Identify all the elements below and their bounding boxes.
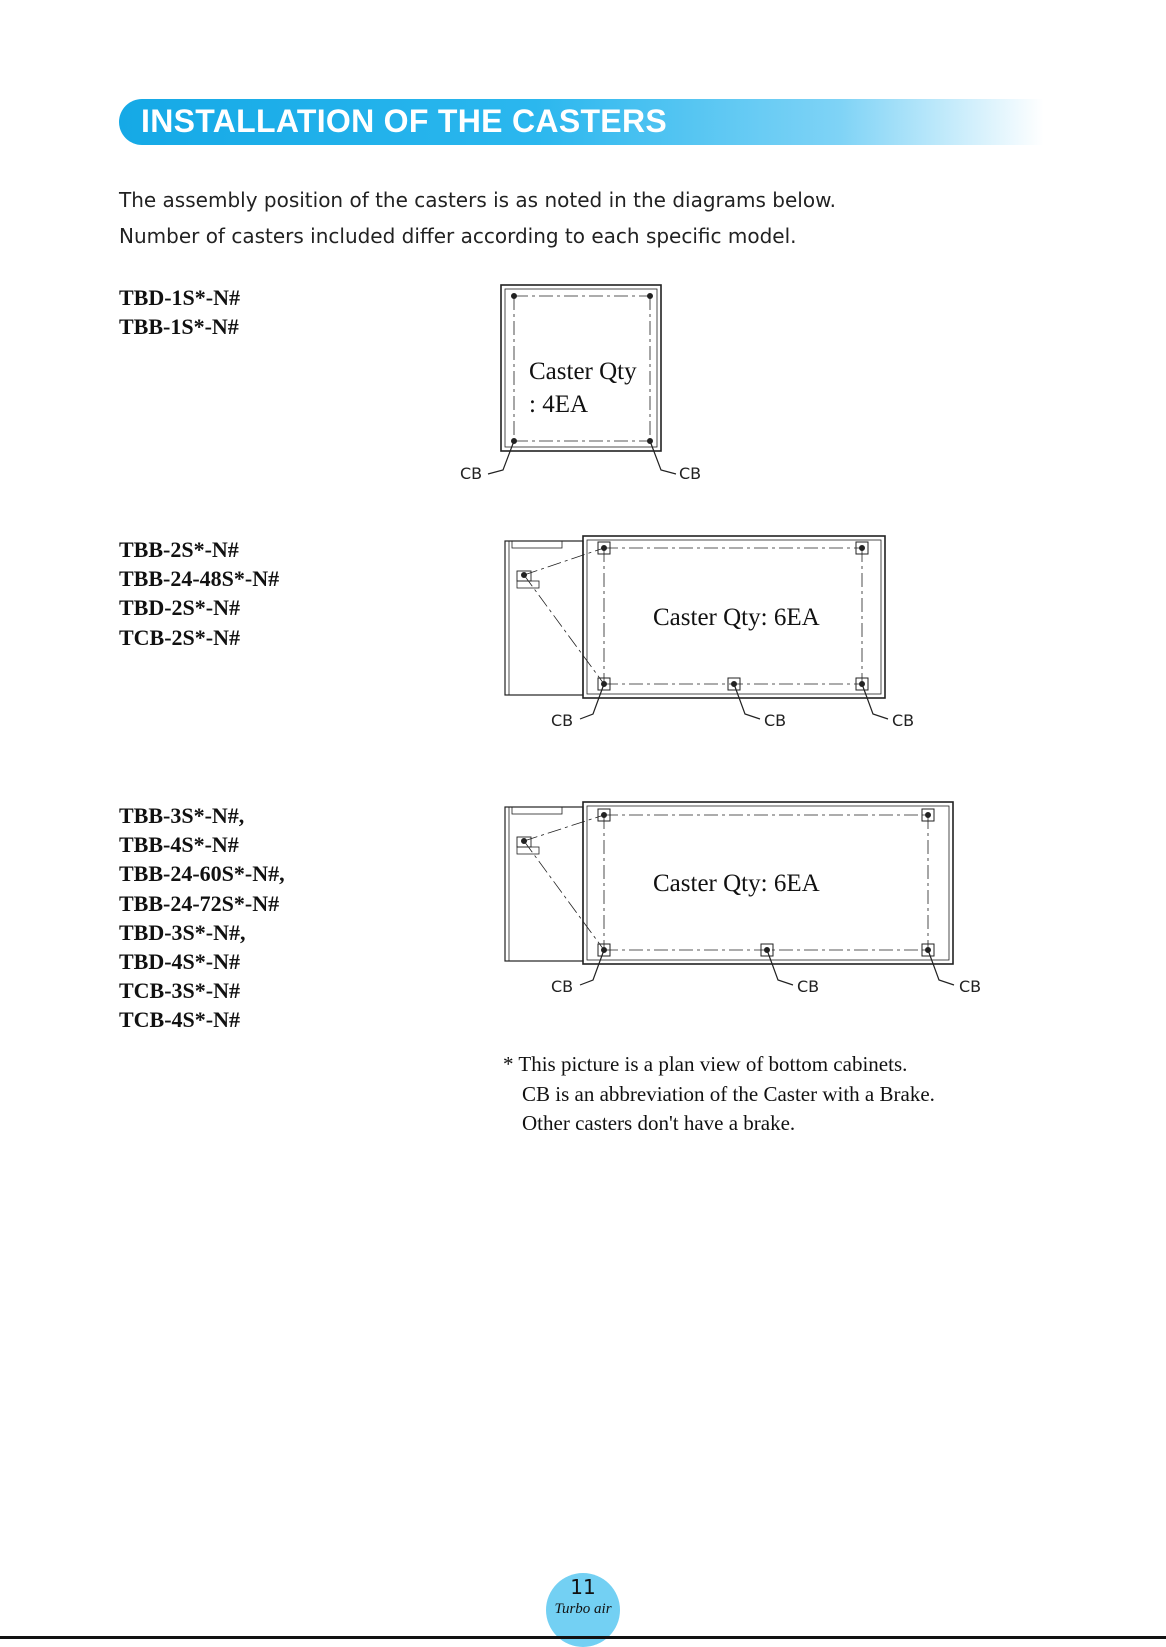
model-name: TCB-2S*-N# <box>119 624 241 650</box>
caster-qty-label: : 4EA <box>529 391 589 418</box>
footnote <box>503 1050 935 1139</box>
footnote-line-3: Other casters don't have a brake. <box>522 1111 796 1135</box>
model-name: TBD-4S*-N# <box>119 949 241 975</box>
model-name: TCB-3S*-N# <box>119 978 241 1004</box>
cb-label: CB <box>551 711 574 730</box>
model-name: TBB-4S*-N# <box>119 832 239 858</box>
caster-qty-label: Caster Qty: 6EA <box>653 604 820 631</box>
model-name: TBD-3S*-N#, <box>119 919 246 945</box>
model-name: TCB-4S*-N# <box>119 1007 241 1033</box>
page-number: 11 <box>570 1575 596 1599</box>
model-name: TBB-24-48S*-N# <box>119 566 280 592</box>
page-title: INSTALLATION OF THE CASTERS <box>141 103 668 139</box>
intro-line-1: The assembly position of the casters is as noted in the diagrams below. <box>119 188 836 212</box>
model-name: TBB-1S*-N# <box>119 314 239 340</box>
model-name: TBB-3S*-N#, <box>119 803 245 828</box>
cb-label: CB <box>460 464 483 483</box>
footnote-line-1: * This picture is a plan view of bottom cabinets. <box>503 1052 908 1076</box>
cb-label: CB <box>764 711 787 730</box>
cb-label: CB <box>551 977 574 996</box>
model-name: TBD-2S*-N# <box>119 595 241 621</box>
brand-logo-text: Turbo air <box>554 1601 612 1617</box>
footnote-line-2: CB is an abbreviation of the Caster with a Brake. <box>522 1081 935 1106</box>
cb-label: CB <box>679 464 702 483</box>
cb-label: CB <box>892 711 915 730</box>
model-name: TBB-24-60S*-N#, <box>119 861 285 887</box>
caster-qty-label: Caster Qty <box>529 358 637 385</box>
model-name: TBD-1S*-N# <box>119 285 241 310</box>
cb-label: CB <box>959 977 982 996</box>
caster-qty-label: Caster Qty: 6EA <box>653 870 820 897</box>
model-name: TBB-2S*-N# <box>119 537 239 562</box>
intro-line-2: Number of casters included differ according to each specific model. <box>119 224 797 248</box>
cb-label: CB <box>797 977 820 996</box>
model-name: TBB-24-72S*-N# <box>119 890 280 916</box>
